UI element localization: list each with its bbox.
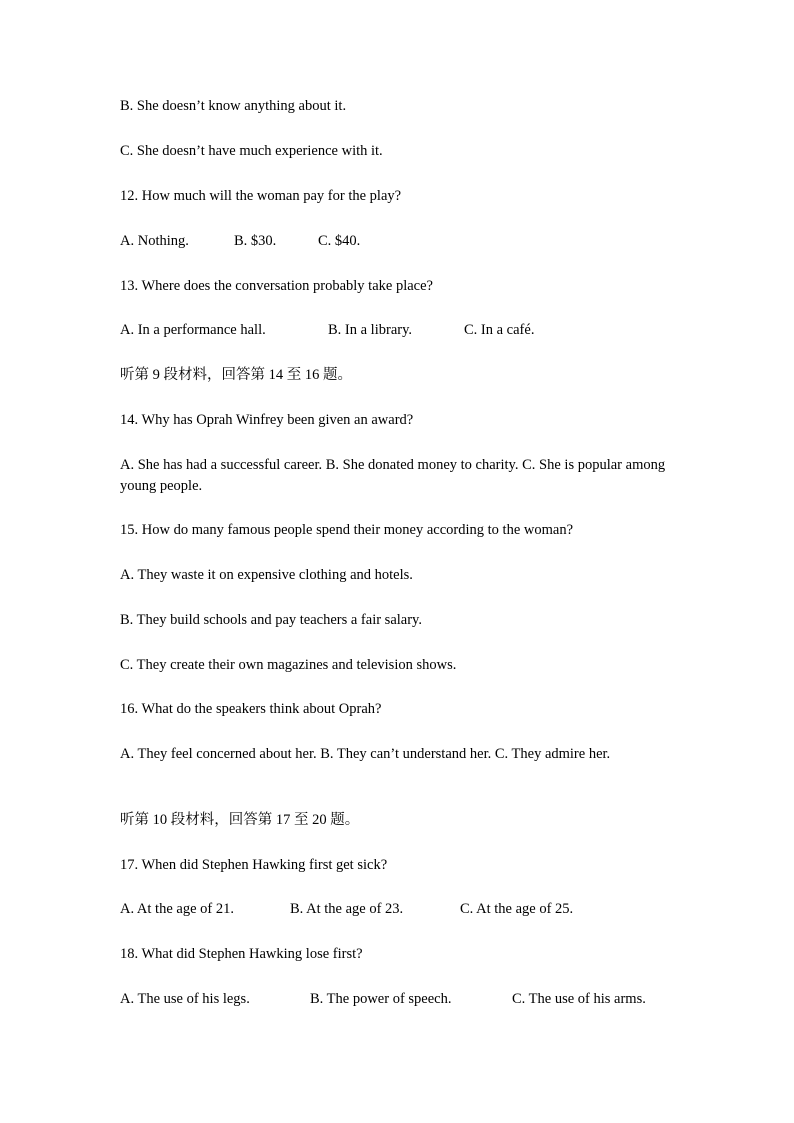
q12-option-a: A. Nothing. — [120, 233, 189, 249]
q13-option-c: C. In a café. — [464, 322, 535, 338]
q18-option-b: B. The power of speech. — [310, 991, 452, 1007]
q12-option-c: C. $40. — [318, 233, 361, 249]
q16-options: A. They feel concerned about her. B. They can’t understand her. C. They admire her. — [120, 746, 611, 762]
q17-option-c: C. At the age of 25. — [460, 901, 574, 917]
q18-options — [120, 989, 680, 1010]
q18-option-a: A. The use of his legs. — [120, 991, 250, 1007]
q12-options — [120, 231, 680, 252]
q13-question: 13. Where does the conversation probably take place? — [120, 278, 433, 294]
q15-option-b: B. They build schools and pay teachers a fair salary. — [120, 612, 422, 628]
q15-option-c: C. They create their own magazines and television shows. — [120, 657, 457, 673]
q15-question: 15. How do many famous people spend their money according to the woman? — [120, 522, 574, 538]
q15-option-a: A. They waste it on expensive clothing and hotels. — [120, 567, 413, 583]
q12-question: 12. How much will the woman pay for the play? — [120, 188, 402, 204]
q13-options — [120, 320, 680, 341]
q11-option-b: B. She doesn’t know anything about it. — [120, 98, 347, 114]
q17-question: 17. When did Stephen Hawking first get sick? — [120, 857, 388, 873]
q12-option-b: B. $30. — [234, 233, 277, 249]
section-10-heading: 听第 10 段材料，回答第 17 至 20 题。 — [120, 812, 360, 828]
q16-question: 16. What do the speakers think about Oprah? — [120, 701, 382, 717]
q17-option-b: B. At the age of 23. — [290, 901, 404, 917]
q11-option-c: C. She doesn’t have much experience with it. — [120, 143, 383, 159]
q14-options: A. She has had a successful career. B. She donated money to charity. C. She is popular among young people. — [120, 457, 666, 494]
q14-question: 14. Why has Oprah Winfrey been given an award? — [120, 412, 414, 428]
q13-option-b: B. In a library. — [328, 322, 413, 338]
q17-options — [120, 899, 680, 920]
q17-option-a: A. At the age of 21. — [120, 901, 234, 917]
section-9-heading: 听第 9 段材料，回答第 14 至 16 题。 — [120, 367, 352, 383]
q18-option-c: C. The use of his arms. — [512, 991, 646, 1007]
q13-option-a: A. In a performance hall. — [120, 322, 266, 338]
q18-question: 18. What did Stephen Hawking lose first? — [120, 946, 363, 962]
